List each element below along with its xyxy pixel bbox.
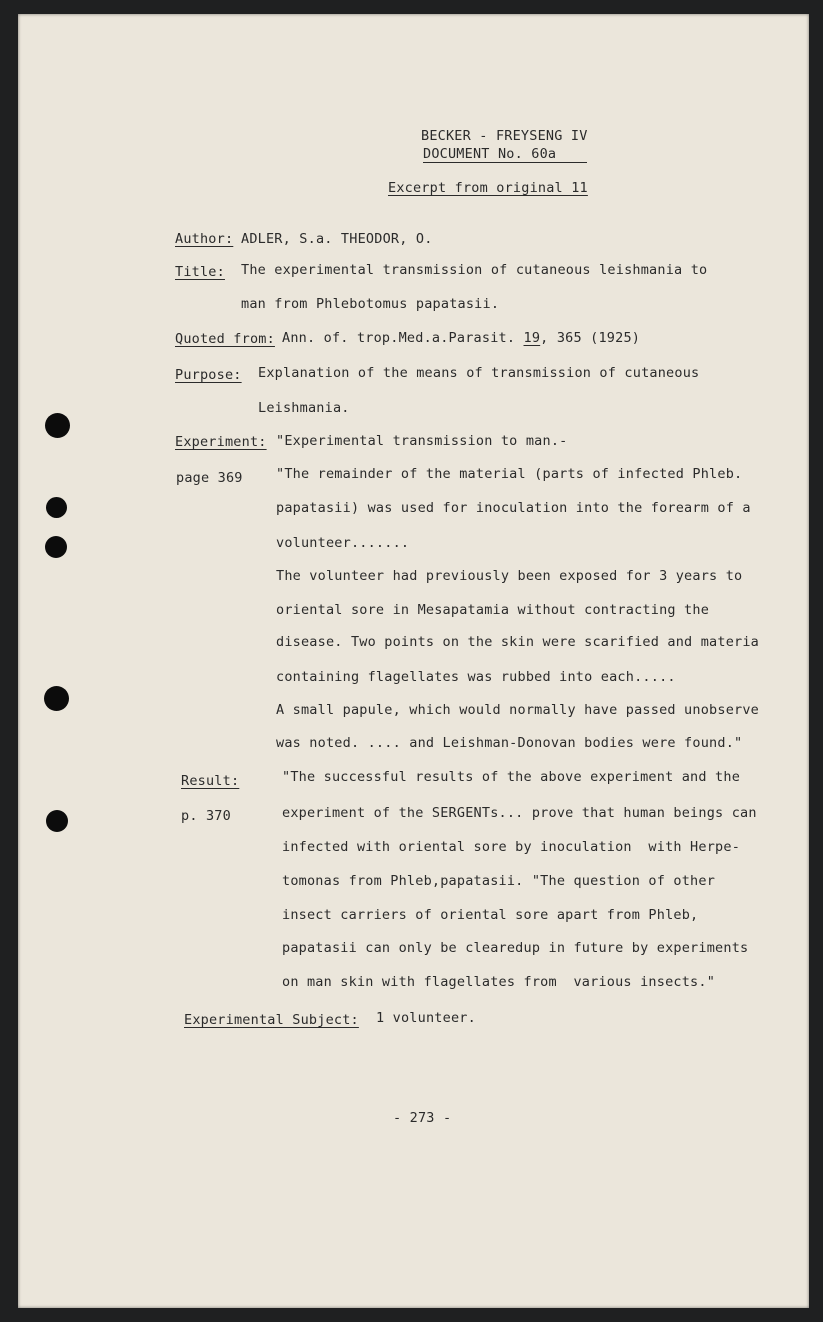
experiment-label: Experiment: [175,434,267,450]
purpose-label: Purpose: [175,367,242,383]
title-label: Title: [175,264,225,280]
page-number: - 273 - [393,1110,452,1126]
author-label: Author: [175,231,234,247]
experiment-quote-line: papatasii) was used for inoculation into the forearm of a [276,500,751,516]
purpose-line-2: Leishmania. [258,400,350,416]
result-quote-line: infected with oriental sore by inoculation with Herpe- [282,839,741,855]
result-quote-line: experiment of the SERGENTs... prove that human beings can [282,805,757,821]
punch-hole [46,810,68,832]
quoted-pages-year: , 365 (1925) [540,330,641,346]
experiment-quote-line: "The remainder of the material (parts of infected Phleb. [276,466,743,482]
experiment-quote-line: The volunteer had previously been exposed for 3 years to [276,568,743,584]
experiment-quote-line: volunteer....... [276,535,410,551]
quoted-journal: Ann. of. trop.Med.a.Parasit. [282,330,516,346]
result-quote-line: "The successful results of the above experiment and the [282,769,741,785]
result-page-ref: p. 370 [181,808,231,824]
result-label: Result: [181,773,240,789]
title-line-1: The experimental transmission of cutaneous leishmania to [241,262,708,278]
quoted-label: Quoted from: [175,331,275,347]
punch-hole [45,536,67,558]
document-number: DOCUMENT No. 60a [423,146,557,162]
experiment-quote-line: A small papule, which would normally have passed unobserve [276,702,760,718]
excerpt-heading: Excerpt from original 11 [388,180,588,196]
document-series: BECKER - FREYSENG IV [421,128,588,144]
subject-value: 1 volunteer. [376,1010,476,1026]
experiment-page-ref: page 369 [176,470,243,486]
subject-label: Experimental Subject: [184,1012,359,1028]
purpose-line-1: Explanation of the means of transmission of cutaneous [258,365,700,381]
result-quote-line: on man skin with flagellates from various insects." [282,974,716,990]
experiment-heading: "Experimental transmission to man.- [276,433,568,449]
document-number-underline [423,162,587,163]
experiment-quote-line: was noted. .... and Leishman-Donovan bodies were found." [276,735,743,751]
punch-hole [46,497,67,518]
result-quote-line: papatasii can only be clearedup in future by experiments [282,940,749,956]
punch-hole [45,413,70,438]
result-quote-line: insect carriers of oriental sore apart from Phleb, [282,907,699,923]
quoted-volume: 19 [523,330,541,346]
experiment-quote-line: oriental sore in Mesapatamia without contracting the [276,602,710,618]
punch-hole [44,686,69,711]
quoted-value [282,330,640,346]
result-quote-line: tomonas from Phleb,papatasii. "The question of other [282,873,716,889]
title-line-2: man from Phlebotomus papatasii. [241,296,500,312]
experiment-quote-line: disease. Two points on the skin were scarified and materia [276,634,760,650]
author-value: ADLER, S.a. THEODOR, O. [241,231,433,247]
experiment-quote-line: containing flagellates was rubbed into each..... [276,669,676,685]
